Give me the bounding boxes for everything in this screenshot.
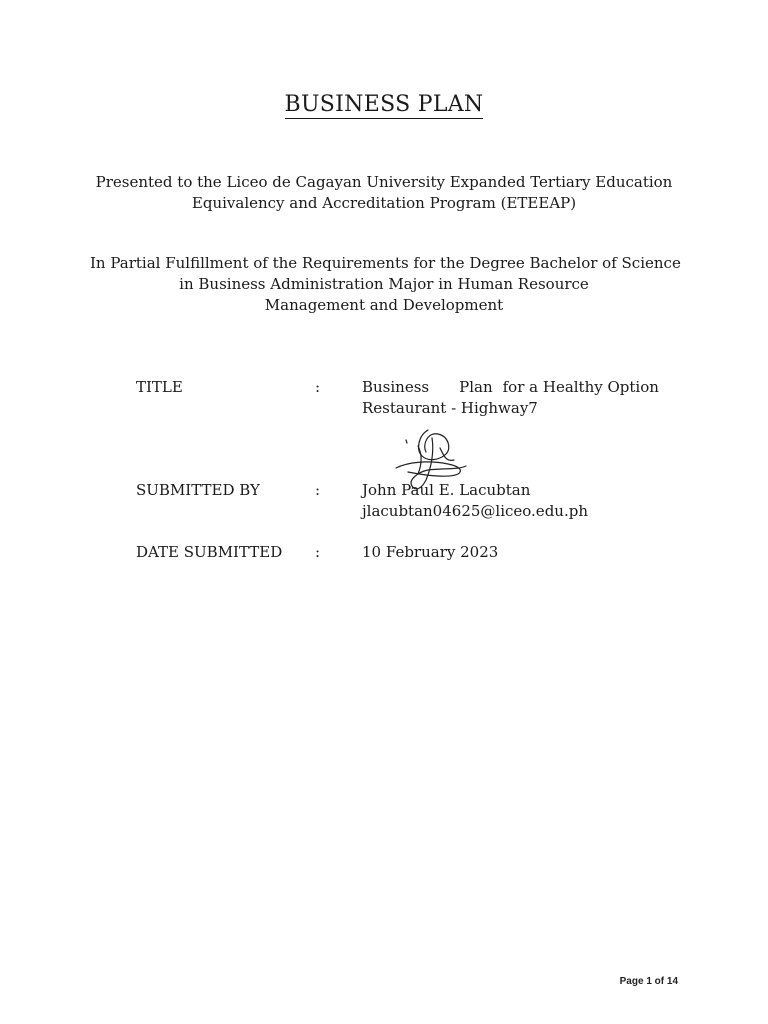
title-value: [362, 377, 659, 419]
submitter-email: jlacubtan04625@liceo.edu.ph: [362, 502, 588, 520]
date-submitted-colon: :: [315, 543, 321, 561]
presented-line-2: Equivalency and Accreditation Program (ETEEAP): [191, 194, 577, 212]
submitted-by-colon: :: [315, 481, 321, 499]
date-submitted-value: 10 February 2023: [362, 543, 499, 561]
fulfillment-line-3: Management and Development: [264, 296, 504, 314]
fulfillment-paragraph: [90, 253, 681, 316]
presented-to-paragraph: [90, 172, 678, 214]
title-value-rest: for a Healthy Option: [502, 378, 659, 396]
fulfillment-line-2: in Business Administration Major in Human Resource: [179, 275, 589, 293]
title-value-word-2: Plan: [459, 378, 493, 396]
date-submitted-label: DATE SUBMITTED: [136, 543, 283, 561]
title-label: TITLE: [136, 378, 183, 396]
document-title: BUSINESS PLAN: [284, 92, 484, 117]
title-colon: :: [315, 378, 321, 396]
title-value-line-2: Restaurant - Highway7: [362, 399, 538, 417]
presented-line-1: Presented to the Liceo de Cagayan University Expanded Tertiary Education: [95, 173, 673, 191]
submitter-name: John Paul E. Lacubtan: [362, 481, 531, 499]
title-value-word-1: Business: [362, 378, 430, 396]
submitted-by-value: [362, 480, 588, 522]
fulfillment-line-1: In Partial Fulfillment of the Requirements for the Degree Bachelor of Science: [90, 254, 681, 272]
page-number: Page 1 of 14: [619, 976, 678, 987]
submitted-by-label: SUBMITTED BY: [136, 481, 260, 499]
